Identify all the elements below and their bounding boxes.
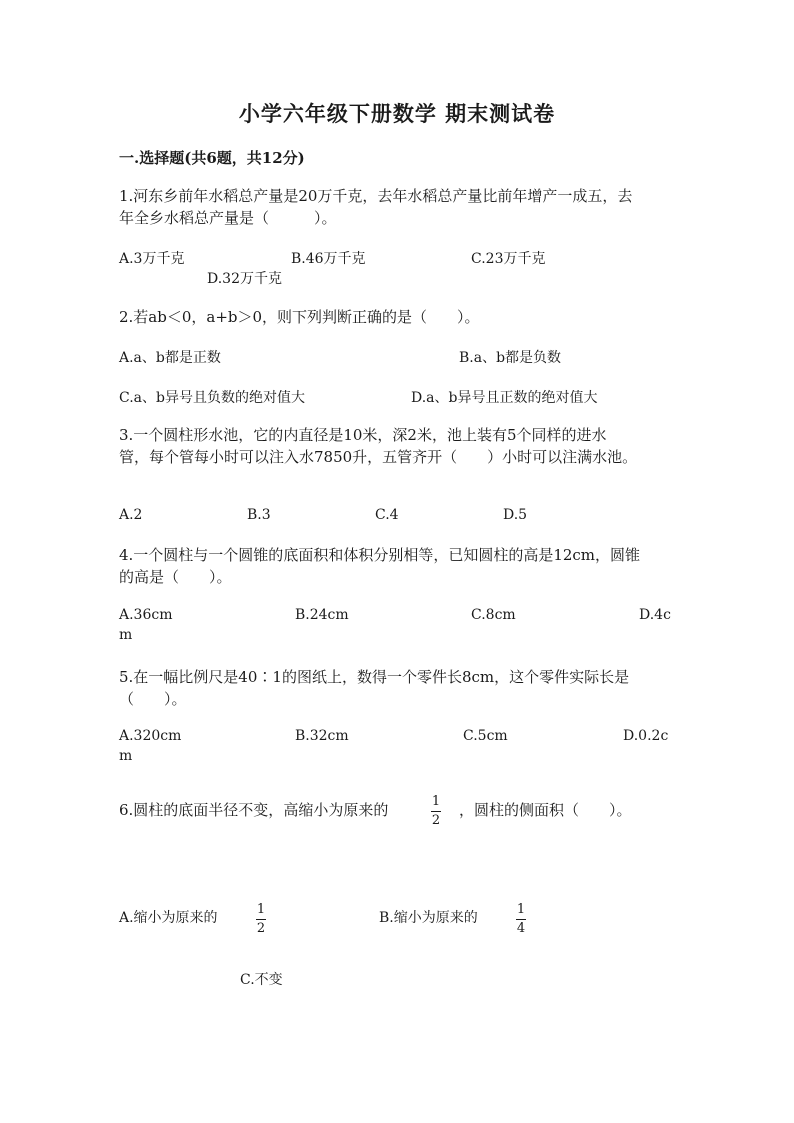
q6-option-c[interactable]: C.不变 <box>240 972 283 988</box>
q6-option-a[interactable]: A.缩小为原来的 <box>119 910 218 926</box>
fraction-bar <box>516 919 526 920</box>
q5-option-a[interactable]: A.320cm <box>119 728 182 744</box>
section-heading: 一.选择题(共6题，共12分) <box>119 149 305 167</box>
question-5-text: 5.在一幅比例尺是40∶1的图纸上，数得一个零件长8cm，这个零件实际长是 （ ）。 <box>119 668 630 708</box>
fraction-numerator: 1 <box>516 902 526 917</box>
q4-option-c[interactable]: C.8cm <box>471 607 516 623</box>
q1-option-a[interactable]: A.3万千克 <box>119 251 185 267</box>
question-6-text-before: 6.圆柱的底面半径不变，高缩小为原来的 <box>119 801 389 819</box>
q2-option-c[interactable]: C.a、b异号且负数的绝对值大 <box>119 390 305 406</box>
fraction-bar <box>431 811 441 812</box>
fraction-denominator: 2 <box>256 921 266 936</box>
q5-option-b[interactable]: B.32cm <box>295 728 349 744</box>
q3-option-b[interactable]: B.3 <box>247 507 271 523</box>
q3-option-d[interactable]: D.5 <box>503 507 528 523</box>
q3-option-c[interactable]: C.4 <box>375 507 399 523</box>
q5-option-d-wrap: m <box>119 748 133 764</box>
q2-option-a[interactable]: A.a、b都是正数 <box>119 350 221 366</box>
q2-option-b[interactable]: B.a、b都是负数 <box>459 350 562 366</box>
q1-option-b[interactable]: B.46万千克 <box>291 251 366 267</box>
q6-option-b-fraction <box>516 903 526 936</box>
question-4-text: 4.一个圆柱与一个圆锥的底面积和体积分别相等，已知圆柱的高是12cm，圆锥 的高是（ ）。 <box>119 546 641 586</box>
q5-option-c[interactable]: C.5cm <box>463 728 508 744</box>
q2-option-d[interactable]: D.a、b异号且正数的绝对值大 <box>411 390 598 406</box>
q6-option-a-fraction <box>256 903 266 936</box>
q4-option-b[interactable]: B.24cm <box>295 607 349 623</box>
q4-option-a[interactable]: A.36cm <box>119 607 173 623</box>
q1-option-d[interactable]: D.32万千克 <box>207 271 282 287</box>
q6-option-b[interactable]: B.缩小为原来的 <box>379 910 478 926</box>
question-3-text: 3.一个圆柱形水池，它的内直径是10米，深2米，池上装有5个同样的进水 管，每个管每小时可以注入水7850升，五管齐开（ ）小时可以注满水池。 <box>119 426 638 466</box>
q6-fraction <box>431 795 441 828</box>
q5-option-d[interactable]: D.0.2c <box>623 728 669 744</box>
question-6-text-after: ，圆柱的侧面积（ ）。 <box>459 801 632 819</box>
q1-option-c[interactable]: C.23万千克 <box>471 251 546 267</box>
q4-option-d-wrap: m <box>119 627 133 643</box>
fraction-denominator: 2 <box>431 813 441 828</box>
question-2-text: 2.若ab＜0，a+b＞0，则下列判断正确的是（ ）。 <box>119 308 480 326</box>
fraction-numerator: 1 <box>256 902 266 917</box>
q4-option-d[interactable]: D.4c <box>639 607 671 623</box>
fraction-numerator: 1 <box>431 794 441 809</box>
fraction-denominator: 4 <box>516 921 526 936</box>
fraction-bar <box>256 919 266 920</box>
question-1-text: 1.河东乡前年水稻总产量是20万千克，去年水稻总产量比前年增产一成五，去 年全乡水稻总产量是（ ）。 <box>119 187 633 227</box>
page-title: 小学六年级下册数学 期末测试卷 <box>238 101 556 126</box>
q3-option-a[interactable]: A.2 <box>119 507 143 523</box>
